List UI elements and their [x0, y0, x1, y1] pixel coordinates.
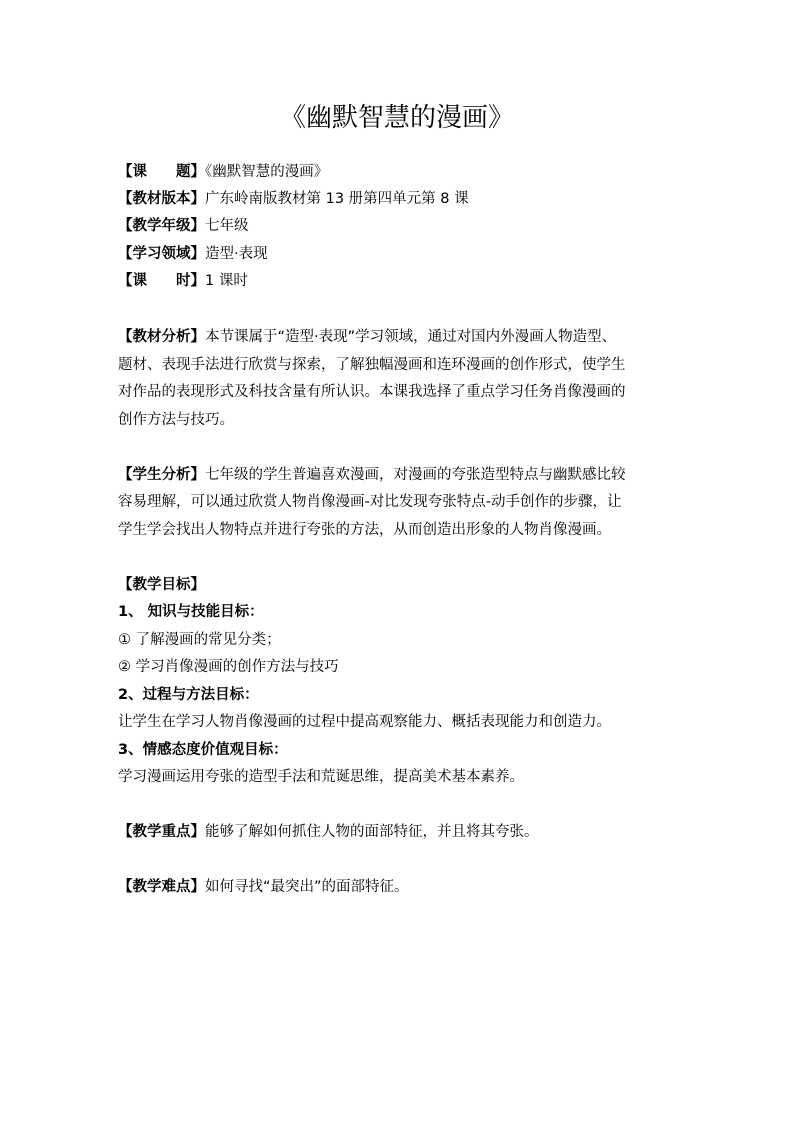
student-analysis-label: 【学生分析】	[118, 467, 205, 483]
info-grade-value: 七年级	[205, 218, 249, 234]
info-edition	[118, 186, 678, 213]
student-analysis-line-2: 容易理解，可以通过欣赏人物肖像漫画-对比发现夸张特点-动手创作的步骤，让	[118, 494, 622, 510]
info-edition-value: 广东岭南版教材第 13 册第四单元第 8 课	[205, 191, 469, 207]
knowledge-heading: 1、 知识与技能目标：	[118, 604, 264, 620]
textbook-analysis-label: 【教材分析】	[118, 329, 205, 345]
key-point-value: 能够了解如何抓住人物的面部特征，并且将其夸张。	[205, 824, 539, 840]
student-analysis-line-3: 学生学会找出人物特点并进行夸张的方法，从而创造出形象的人物肖像漫画。	[118, 522, 611, 538]
info-topic-value: 《幽默智慧的漫画》	[205, 164, 329, 180]
info-field-label: 【学习领域】	[118, 246, 205, 262]
info-edition-label: 【教材版本】	[118, 191, 205, 207]
emotion-heading: 3、情感态度价值观目标：	[118, 742, 288, 758]
info-field-value: 造型·表现	[205, 246, 268, 262]
key-point-label: 【教学重点】	[118, 824, 205, 840]
difficulty	[118, 874, 678, 901]
info-hours-label: 【课 时】	[118, 273, 205, 289]
emotion-text: 学习漫画运用夸张的造型手法和荒诞思维，提高美术基本素养。	[118, 769, 524, 785]
document-title: 《幽默智慧的漫画》	[279, 103, 514, 133]
info-topic	[118, 159, 678, 186]
textbook-analysis-line-3: 对作品的表现形式及科技含量有所认识。本课我选择了重点学习任务肖像漫画的	[118, 384, 626, 400]
info-hours-value: 1 课时	[205, 273, 248, 289]
info-grade	[118, 213, 678, 240]
info-hours	[118, 268, 678, 295]
difficulty-label: 【教学难点】	[118, 879, 205, 895]
process-text: 让学生在学习人物肖像漫画的过程中提高观察能力、概括表现能力和创造力。	[118, 714, 611, 730]
info-grade-label: 【教学年级】	[118, 218, 205, 234]
knowledge-item-2: ② 学习肖像漫画的创作方法与技巧	[118, 659, 339, 675]
textbook-analysis-line-4: 创作方法与技巧。	[118, 412, 234, 428]
info-topic-label: 【课 题】	[118, 164, 205, 180]
student-analysis-line-1: 【学生分析】七年级的学生普遍喜欢漫画，对漫画的夸张造型特点与幽默感比较	[118, 467, 626, 483]
difficulty-value: 如何寻找“最突出”的面部特征。	[205, 879, 409, 895]
textbook-analysis-line-1: 【教材分析】本节课属于“造型·表现”学习领域，通过对国内外漫画人物造型、	[118, 329, 617, 345]
objectives-label: 【教学目标】	[118, 577, 205, 593]
knowledge-item-1: ① 了解漫画的常见分类；	[118, 632, 281, 648]
textbook-analysis-line-2: 题材、表现手法进行欣赏与探索，了解独幅漫画和连环漫画的创作形式，使学生	[118, 357, 626, 373]
process-heading: 2、过程与方法目标：	[118, 687, 259, 703]
key-point	[118, 819, 678, 846]
info-field	[118, 241, 678, 268]
